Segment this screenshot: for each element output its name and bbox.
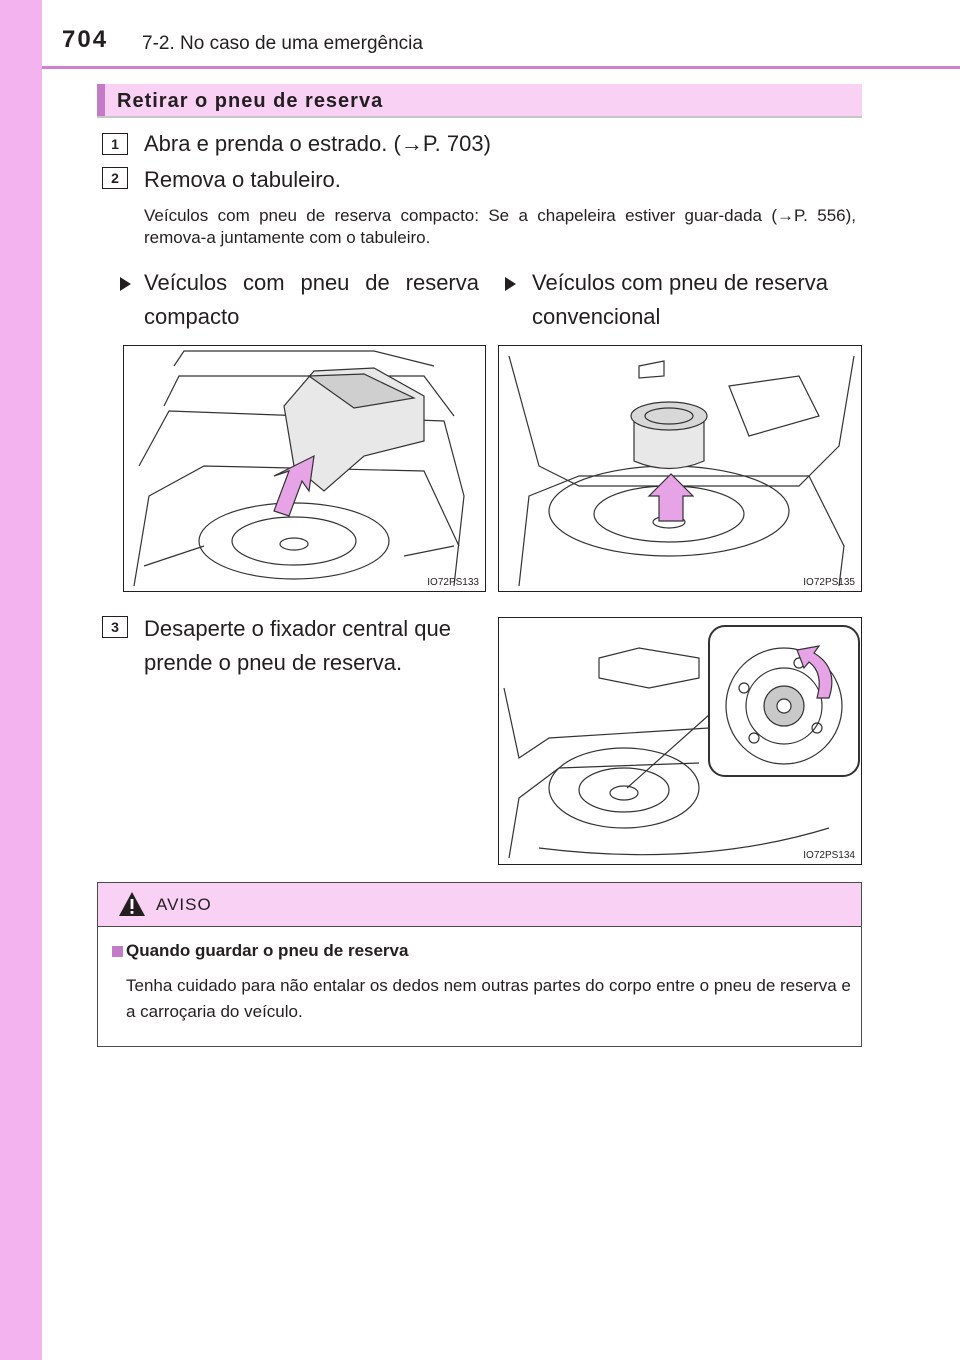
section-title-bar [97,84,105,116]
trunk-conventional-drawing [499,346,862,592]
variant-conventional-line1: Veículos com pneu de reserva [532,270,828,295]
trunk-compact-drawing [124,346,486,592]
variant-conventional-heading [532,266,862,334]
step-3-line1: Desaperte o fixador central que [144,616,451,641]
step-3-text [144,612,480,680]
variant-compact-heading [144,266,479,334]
variant-compact-line2: compacto [144,304,240,329]
section-title [97,84,862,118]
step-number-1: 1 [102,133,128,155]
bullet-triangle-icon [120,277,131,291]
warning-triangle-icon [118,891,146,917]
step-1-text: Abra e prenda o estrado. (→P. 703) [144,131,491,156]
warning-subtitle: Quando guardar o pneu de reserva [126,941,409,960]
warning-box [97,882,862,1047]
step-number-2: 2 [102,167,128,189]
variant-conventional-line2: convencional [532,304,661,329]
warning-header [98,883,861,927]
side-color-band [0,0,42,1360]
figure-code: IO72PS133 [427,577,479,588]
square-bullet-icon [112,946,123,957]
variant-compact-line1: Veículos com pneu de reserva [144,270,479,295]
step-3-line2: prende o pneu de reserva. [144,650,403,675]
illustration-conventional-spare [498,345,862,592]
page-number: 704 [62,26,109,53]
warning-text: Tenha cuidado para não entalar os dedos nem outras partes do corpo entre o pneu de reserva e a carroçaria do veículo. [126,976,851,1021]
figure-code: IO72PS135 [803,577,855,588]
warning-label: AVISO [156,895,212,914]
step-2-note: Veículos com pneu de reserva compacto: Se a chapeleira estiver guar-dada (→P. 556), remova-a juntamente com o tabuleiro. [144,206,856,247]
figure-code: IO72PS134 [803,850,855,861]
step-number-3: 3 [102,616,128,638]
step-2-text: Remova o tabuleiro. [144,167,341,192]
illustration-compact-spare [123,345,486,592]
section-title-text: Retirar o pneu de reserva [117,90,384,112]
trunk-fastener-drawing [499,618,862,865]
chapter-title: 7-2. No caso de uma emergência [142,33,423,54]
illustration-center-fastener [498,617,862,865]
bullet-triangle-icon [505,277,516,291]
header-rule [42,66,960,69]
lift-arrow-icon [649,474,693,521]
